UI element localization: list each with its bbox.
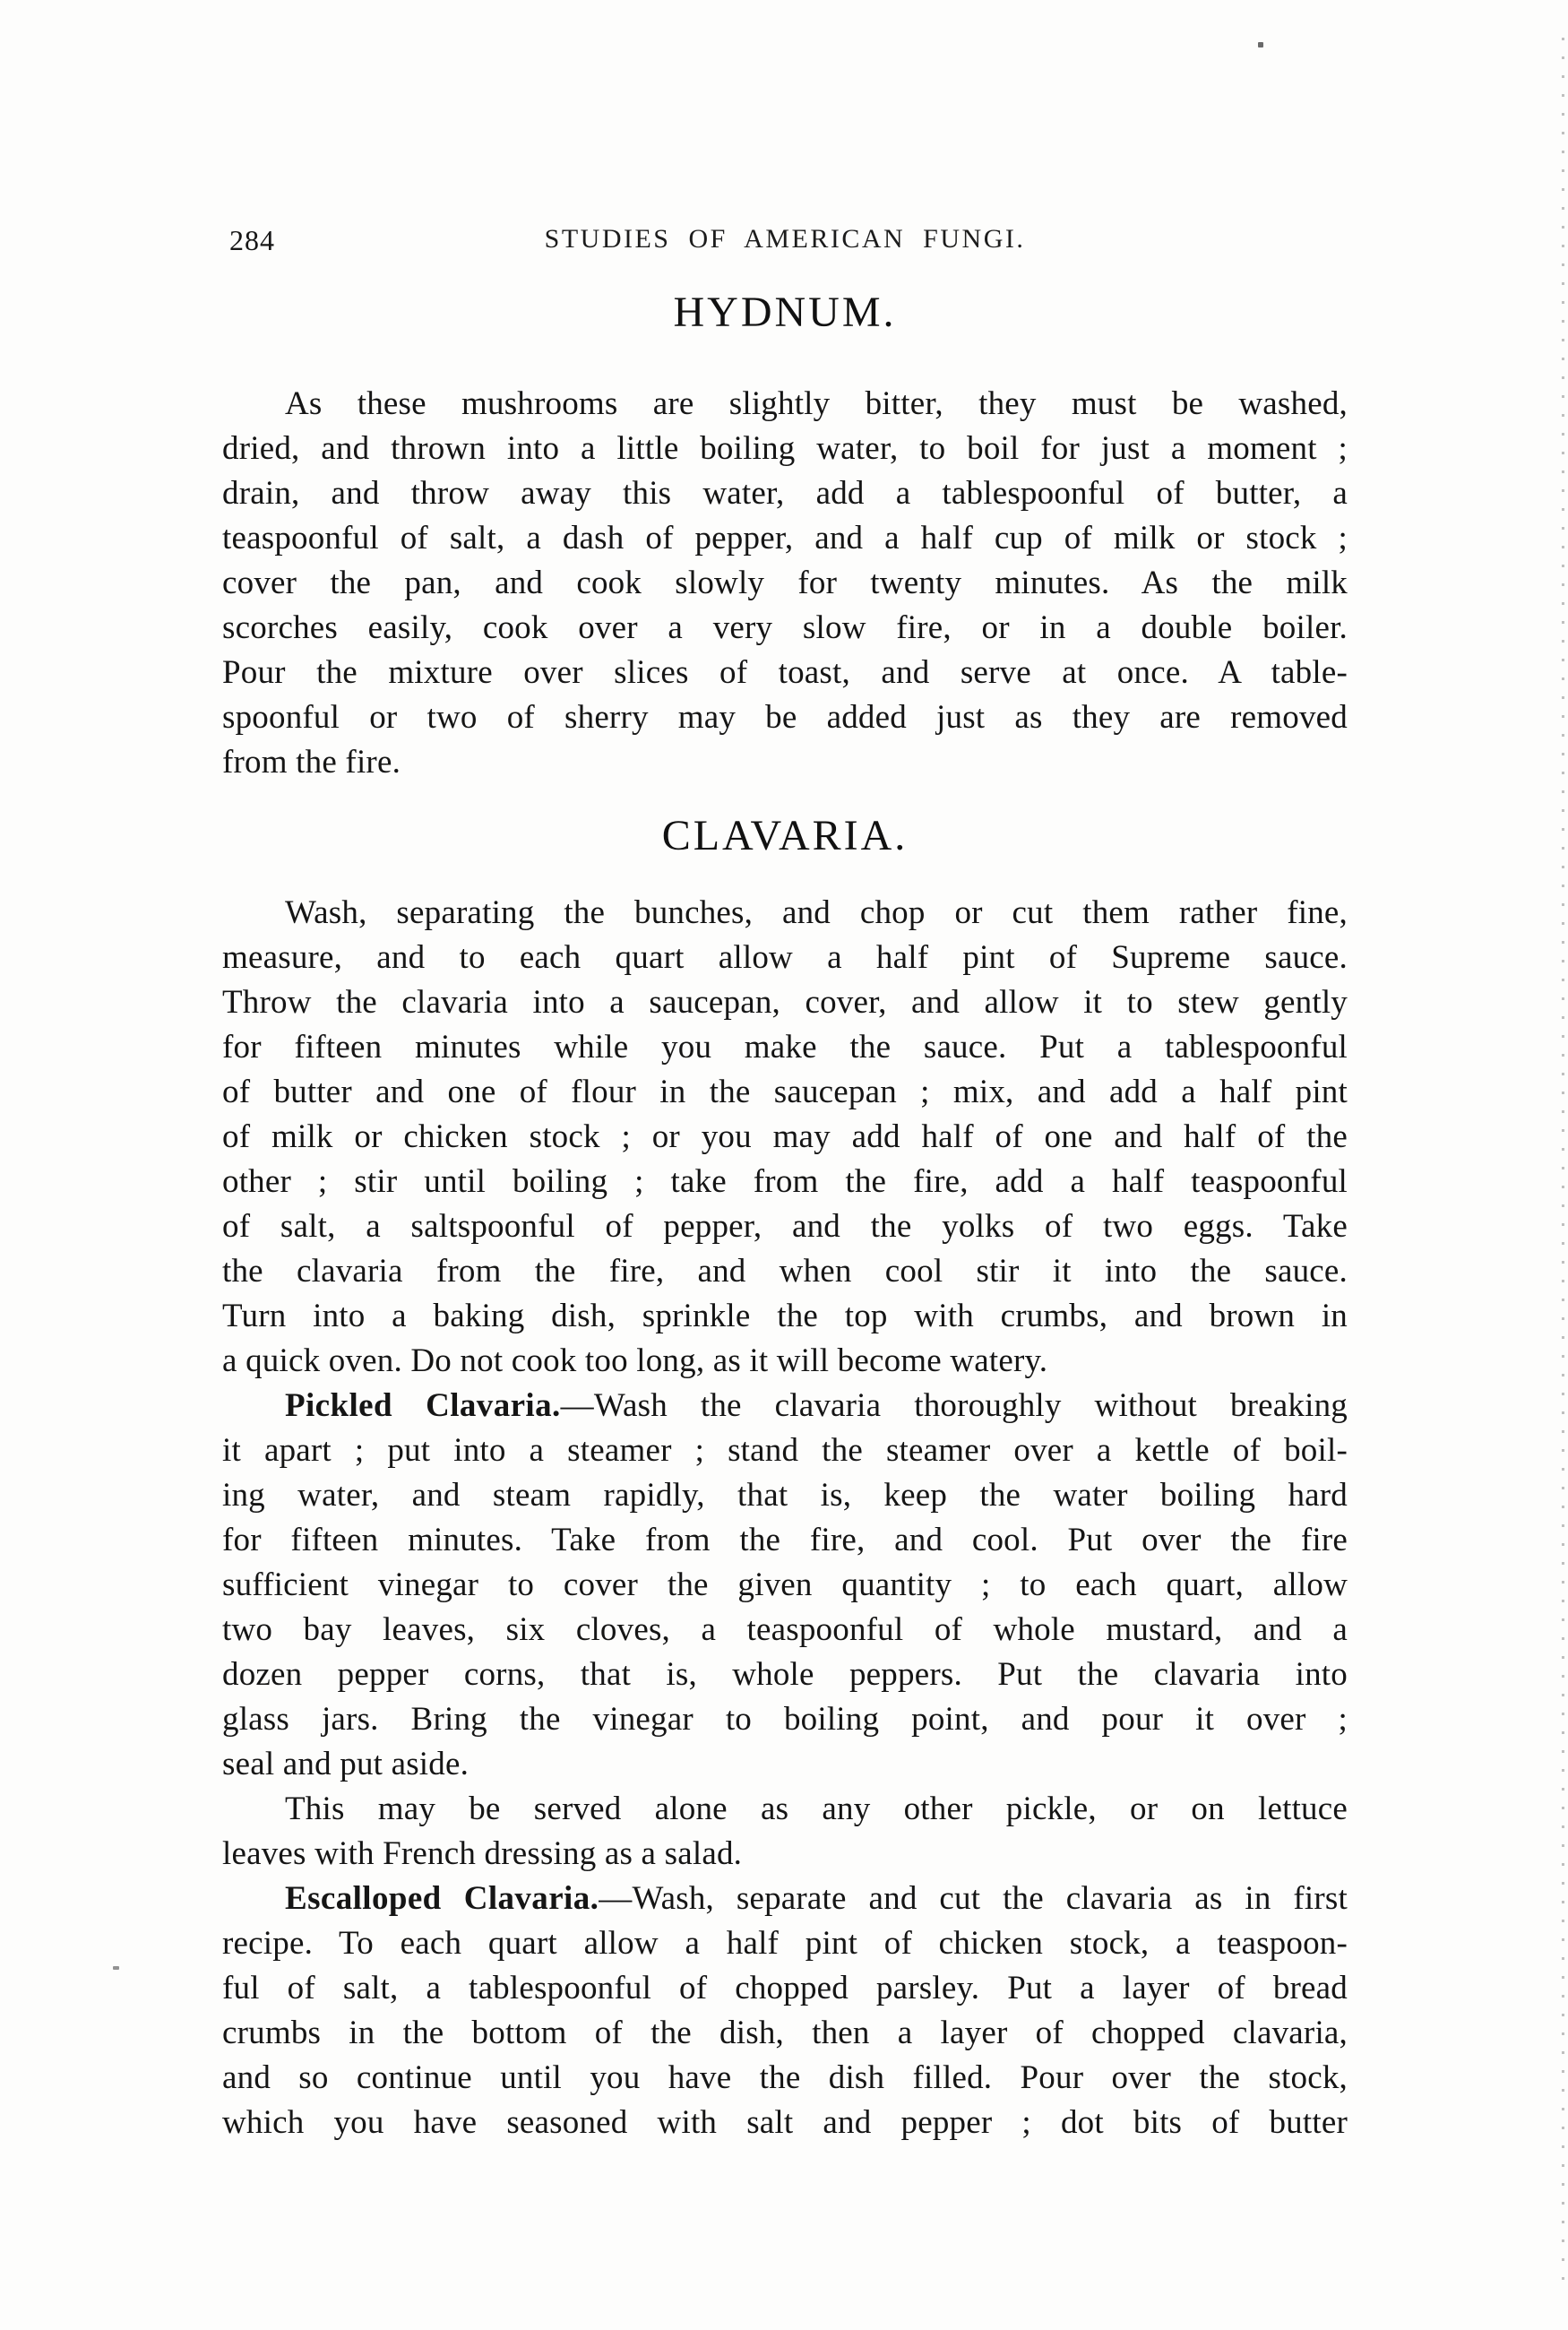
text-line: ing water, and steam rapidly, that is, keep the water boiling hard xyxy=(222,1477,1348,1514)
text-line: This may be served alone as any other pickle, or on lettuce xyxy=(285,1791,1348,1827)
paragraph-escalloped-clavaria xyxy=(222,1877,1348,2145)
text-run: —Wash the clavaria thoroughly without breaking xyxy=(560,1387,1348,1424)
section-clavaria-body xyxy=(222,891,1348,2145)
text-line: and so continue until you have the dish filled. Pour over the stock, xyxy=(222,2059,1348,2096)
scan-artifact-dot-left-margin xyxy=(113,1966,119,1970)
text-line: which you have seasoned with salt and pepper ; dot bits of butter xyxy=(222,2104,1348,2141)
text-line: measure, and to each quart allow a half pint of Supreme sauce. xyxy=(222,939,1348,976)
paragraph-pickled-clavaria xyxy=(222,1384,1348,1787)
text-line xyxy=(222,1877,1348,1921)
paragraph xyxy=(222,382,1348,785)
text-line: drain, and throw away this water, add a tablespoonful of butter, a xyxy=(222,475,1348,512)
recipe-lead-pickled: Pickled Clavaria. xyxy=(285,1387,561,1424)
text-line: recipe. To each quart allow a half pint of chicken stock, a teaspoon- xyxy=(222,1925,1348,1962)
text-line: dried, and thrown into a little boiling water, to boil for just a moment ; xyxy=(222,430,1348,467)
text-line: spoonful or two of sherry may be added just as they are removed xyxy=(222,699,1348,736)
text-line: As these mushrooms are slightly bitter, they must be washed, xyxy=(285,385,1348,422)
text-line: seal and put aside. xyxy=(222,1746,470,1782)
text-block xyxy=(222,0,1348,2145)
text-line: for fifteen minutes. Take from the fire, and cool. Put over the fire xyxy=(222,1522,1348,1558)
text-line xyxy=(222,1384,1348,1428)
text-line: cover the pan, and cook slowly for twenty minutes. As the milk xyxy=(222,565,1348,601)
text-line: crumbs in the bottom of the dish, then a layer of chopped clavaria, xyxy=(222,2015,1348,2051)
text-line: of milk or chicken stock ; or you may add half of one and half of the xyxy=(222,1118,1348,1155)
section-title-hydnum: HYDNUM. xyxy=(673,289,897,336)
text-line: the clavaria from the fire, and when cool stir it into the sauce. xyxy=(222,1253,1348,1290)
text-line: from the fire. xyxy=(222,744,401,781)
text-line: glass jars. Bring the vinegar to boiling point, and pour it over ; xyxy=(222,1701,1348,1738)
section-title-clavaria: CLAVARIA. xyxy=(661,812,909,859)
text-line: scorches easily, cook over a very slow fire, or in a double boiler. xyxy=(222,609,1348,646)
paragraph xyxy=(222,1787,1348,1877)
text-line: of salt, a saltspoonful of pepper, and the yolks of two eggs. Take xyxy=(222,1208,1348,1245)
text-line: it apart ; put into a steamer ; stand the steamer over a kettle of boil- xyxy=(222,1432,1348,1469)
text-line: sufficient vinegar to cover the given quantity ; to each quart, allow xyxy=(222,1566,1348,1603)
text-line: ful of salt, a tablespoonful of chopped parsley. Put a layer of bread xyxy=(222,1970,1348,2006)
text-line: Turn into a baking dish, sprinkle the top with crumbs, and brown in xyxy=(222,1298,1348,1334)
text-line: Wash, separating the bunches, and chop or cut them rather fine, xyxy=(285,894,1348,931)
running-title: STUDIES OF AMERICAN FUNGI. xyxy=(544,224,1026,254)
text-line: for fifteen minutes while you make the sauce. Put a tablespoonful xyxy=(222,1029,1348,1066)
text-line: of butter and one of flour in the saucepan ; mix, and add a half pint xyxy=(222,1074,1348,1110)
text-line: teaspoonful of salt, a dash of pepper, and a half cup of milk or stock ; xyxy=(222,520,1348,557)
page-number: 284 xyxy=(229,224,275,256)
text-run: —Wash, separate and cut the clavaria as in first xyxy=(599,1880,1348,1917)
text-line: Throw the clavaria into a saucepan, cover, and allow it to stew gently xyxy=(222,984,1348,1021)
text-line: leaves with French dressing as a salad. xyxy=(222,1835,743,1872)
recipe-lead-escalloped: Escalloped Clavaria. xyxy=(285,1880,599,1917)
text-line: other ; stir until boiling ; take from the fire, add a half teaspoonful xyxy=(222,1163,1348,1200)
paragraph xyxy=(222,891,1348,1384)
scan-artifact-dotted-line xyxy=(1562,38,1564,2292)
text-line: Pour the mixture over slices of toast, and serve at once. A table- xyxy=(222,654,1348,691)
text-line: a quick oven. Do not cook too long, as it will become watery. xyxy=(222,1342,1048,1379)
section-hydnum-body xyxy=(222,382,1348,785)
text-line: dozen pepper corns, that is, whole peppers. Put the clavaria into xyxy=(222,1656,1348,1693)
text-line: two bay leaves, six cloves, a teaspoonful of whole mustard, and a xyxy=(222,1611,1348,1648)
running-header xyxy=(222,224,1348,260)
